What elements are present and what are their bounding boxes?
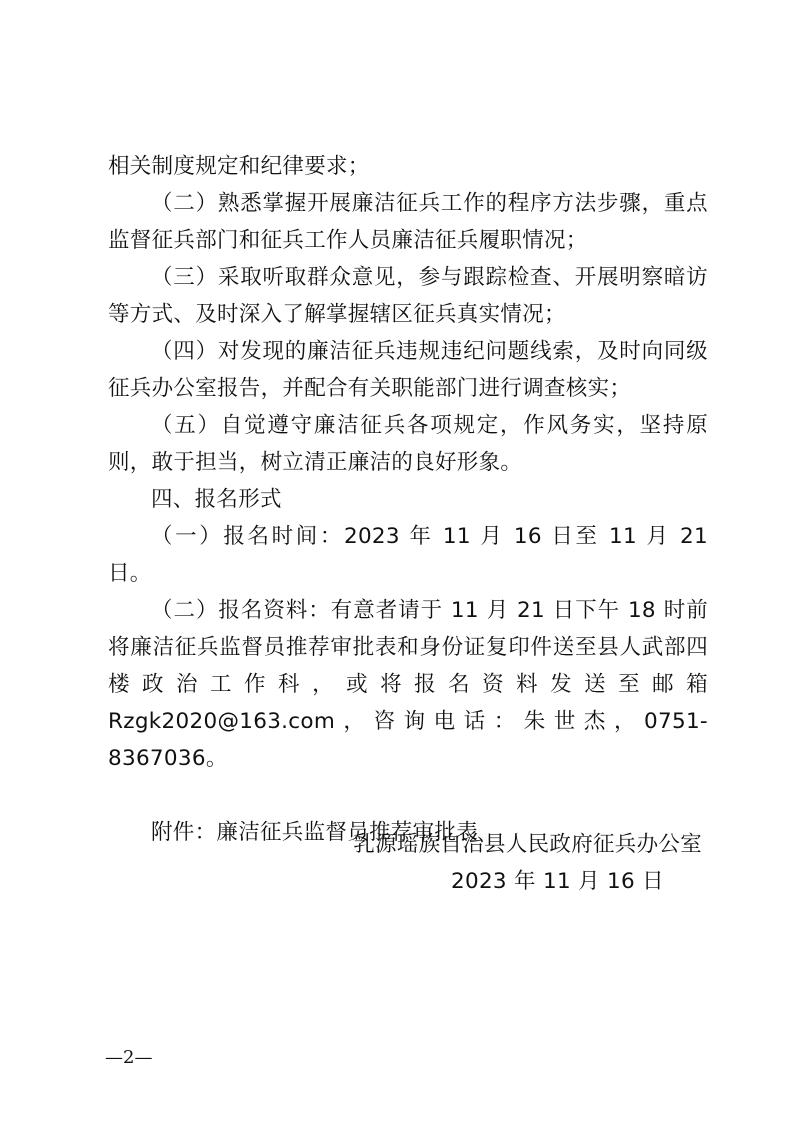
issuer-signature: 乳源瑶族自治县人民政府征兵办公室 [353,832,702,857]
paragraph-registration-time: （一）报名时间：2023 年 11 月 16 日至 11 月 21 日。 [108,524,708,586]
paragraph-duty-2: （二）熟悉掌握开展廉洁征兵工作的程序方法步骤，重点监督征兵部门和征兵工作人员廉洁征兵履职情况； [108,191,708,253]
paragraph-duty-3: （三）采取听取群众意见，参与跟踪检查、开展明察暗访等方式、及时深入了解掌握辖区征兵真实情况； [108,265,708,327]
paragraph-duty-4: （四）对发现的廉洁征兵违规违纪问题线索，及时向同级征兵办公室报告，并配合有关职能部门进行调查核实； [108,339,708,401]
page-number: —2— [105,1047,153,1068]
attachment-note: 附件：廉洁征兵监督员推荐审批表 [151,820,479,845]
blank-line [108,777,708,814]
paragraph-registration-materials: （二）报名资料：有意者请于 11 月 21 日下午 18 时前将廉洁征兵监督员推荐审批表和身份证复印件送至县人武部四楼政治工作科，或将报名资料发送至邮箱 Rzgk2020@163.com，咨询电话：朱世杰，0751-8367036。 [108,598,708,771]
section-heading-registration: 四、报名形式 [151,487,282,512]
paragraph-duty-5: （五）自觉遵守廉洁征兵各项规定，作风务实，坚持原则，敢于担当，树立清正廉洁的良好形象。 [108,413,708,475]
paragraph-requirements-end: 相关制度规定和纪律要求； [108,154,370,179]
document-body [108,148,708,851]
issue-date: 2023 年 11 月 16 日 [451,869,664,894]
